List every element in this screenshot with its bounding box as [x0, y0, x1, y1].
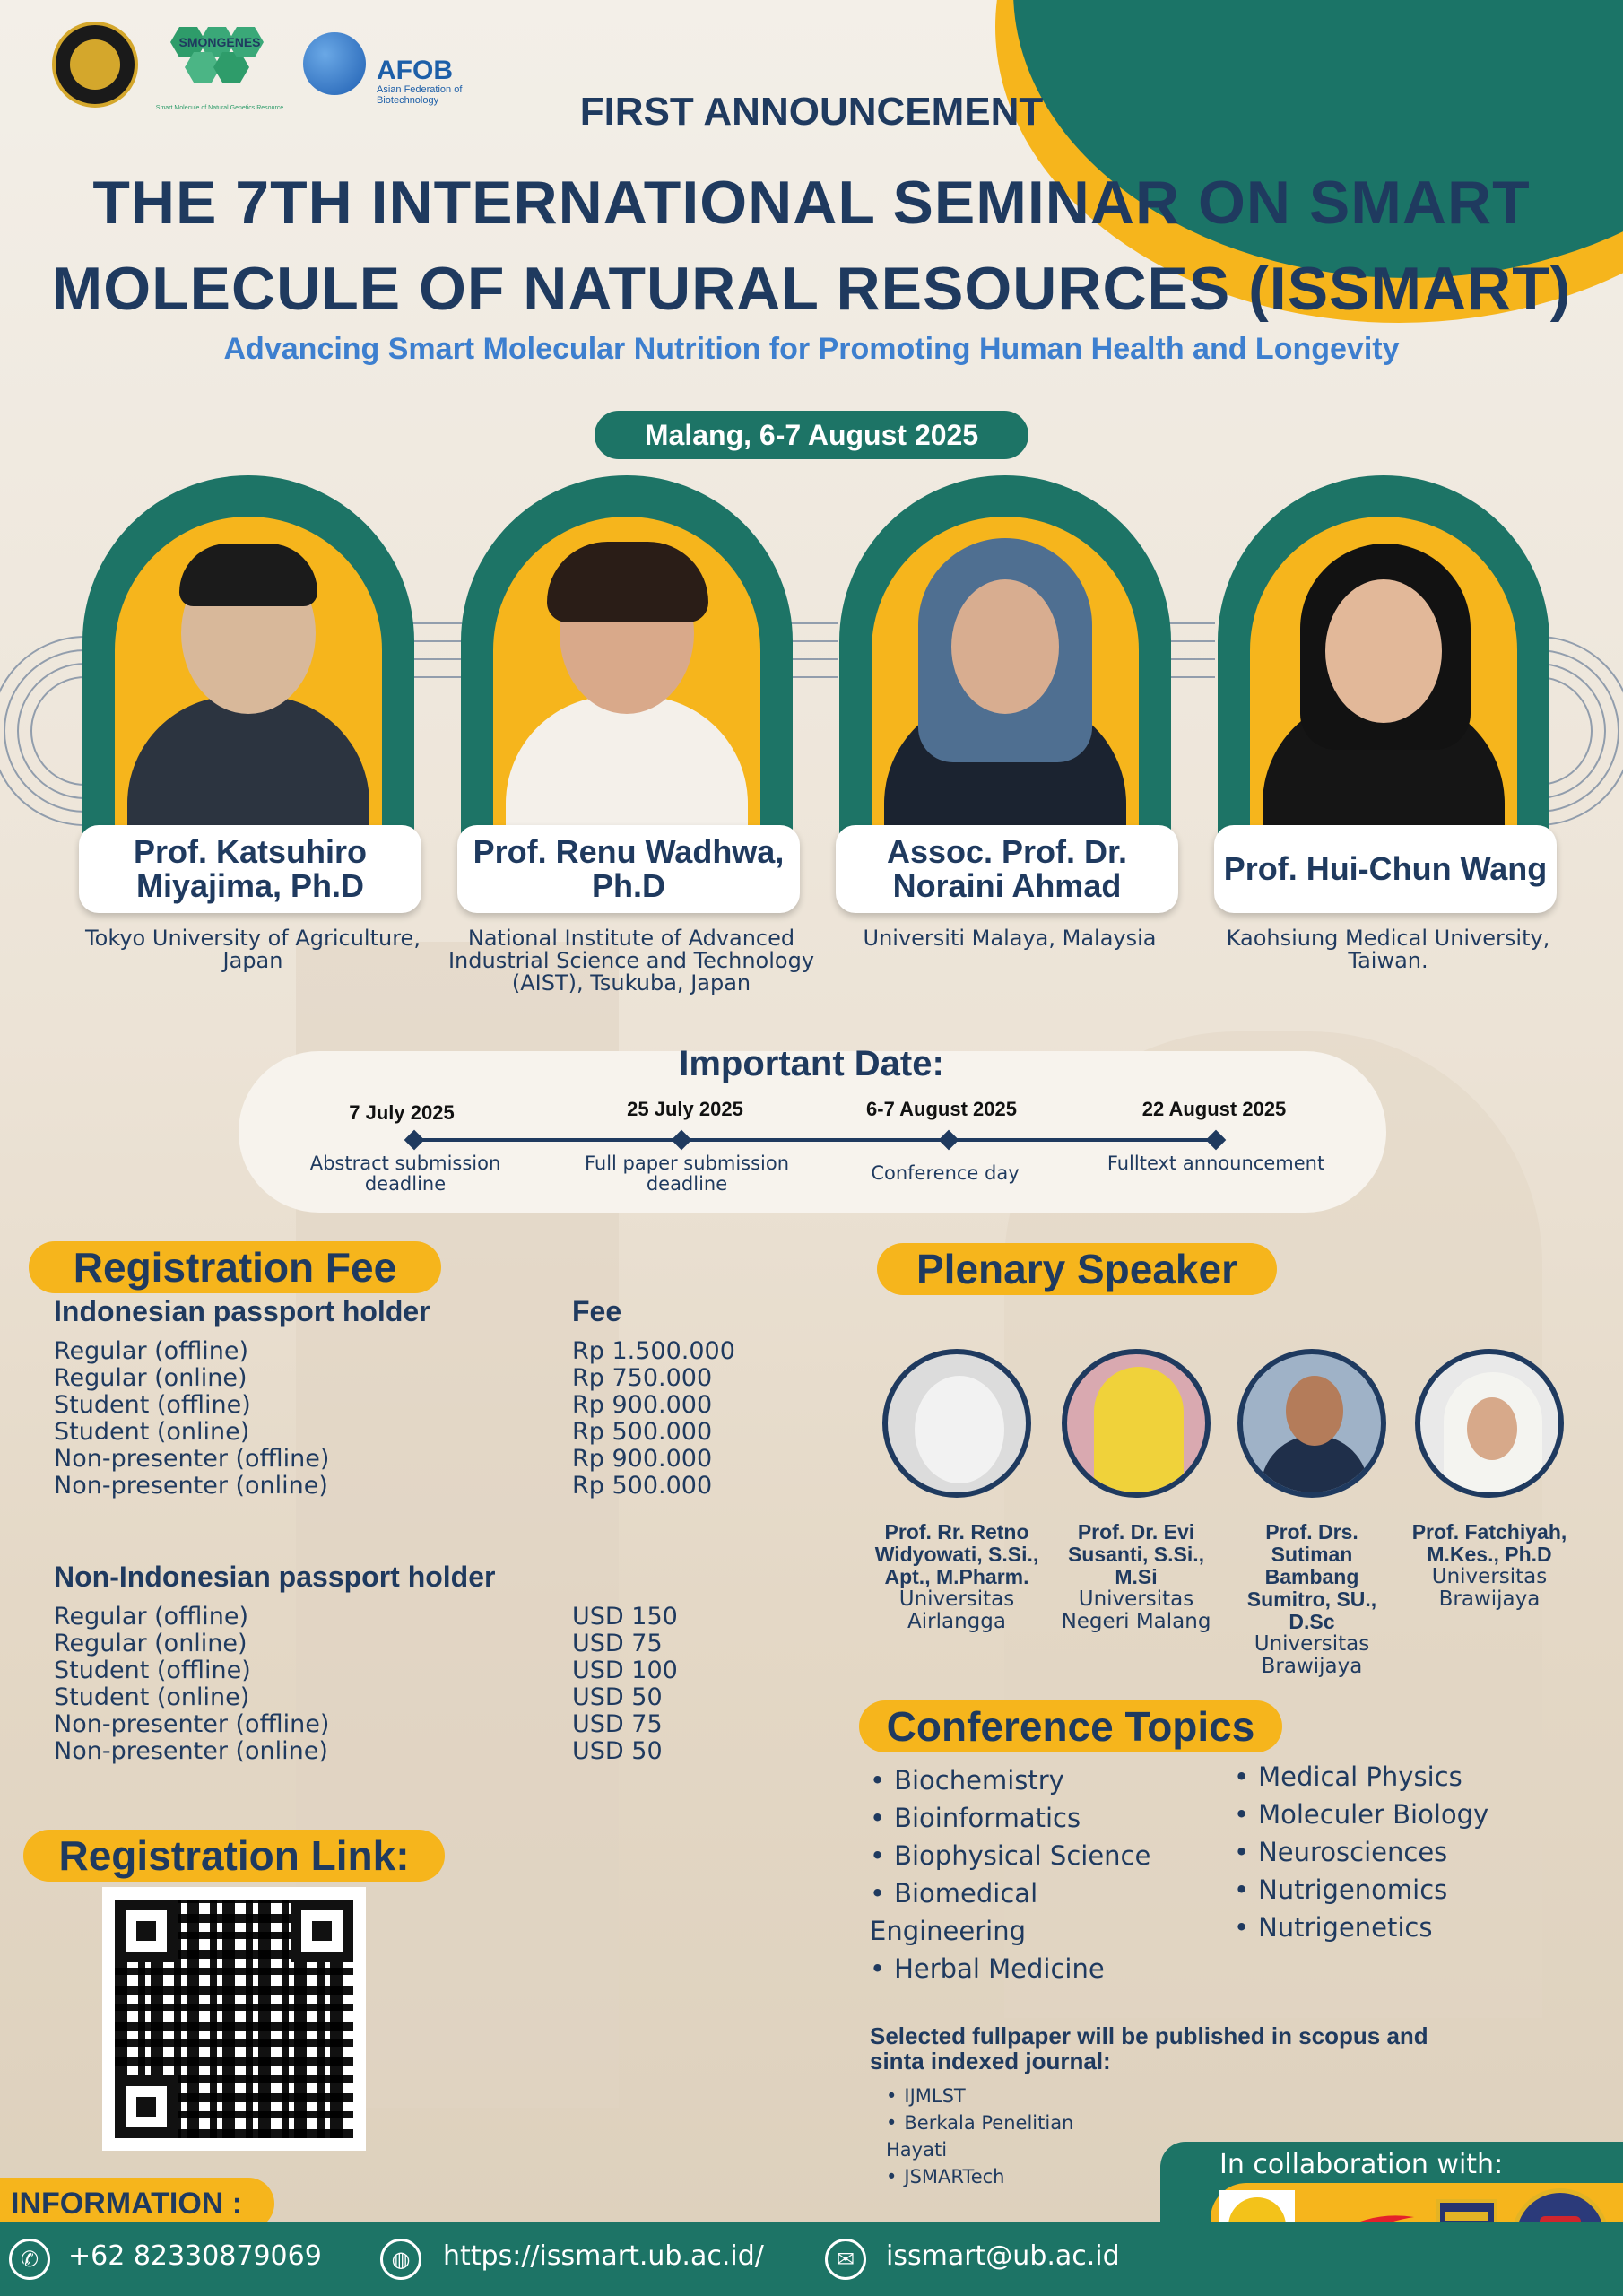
timeline-label: Conference day — [871, 1162, 1020, 1184]
timeline-label: Abstract submission deadline — [309, 1152, 501, 1195]
plenary-speaker: Prof. Fatchiyah, M.Kes., Ph.D Universitas Brawijaya — [1404, 1349, 1575, 1611]
timeline-date: 6-7 August 2025 — [866, 1098, 1017, 1120]
topic-item: • Biomedical Engineering — [870, 1874, 1157, 1950]
speaker-name: Prof. Katsuhiro Miyajima, Ph.D — [79, 825, 421, 913]
seminar-theme: Advancing Smart Molecular Nutrition for Promoting Human Health and Longevity — [223, 332, 1400, 366]
speaker-name: Prof. Hui-Chun Wang — [1214, 825, 1557, 913]
journal-item: • JSMARTech — [886, 2163, 1005, 2190]
website-link[interactable]: https://issmart.ub.ac.id/ — [443, 2240, 764, 2272]
mail-icon: ✉ — [825, 2239, 866, 2280]
speaker-affiliation: Tokyo University of Agriculture, Japan — [85, 926, 421, 973]
timeline-date: 22 August 2025 — [1141, 1098, 1287, 1120]
speaker-photo — [1237, 1349, 1386, 1498]
speaker-photo — [882, 1349, 1031, 1498]
speaker-name: Prof. Renu Wadhwa, Ph.D — [457, 825, 800, 913]
topic-item: • Herbal Medicine — [870, 1950, 1105, 1987]
collaboration-title: In collaboration with: — [1219, 2149, 1504, 2180]
location-date-badge: Malang, 6-7 August 2025 — [595, 411, 1028, 459]
speaker-affiliation: National Institute of Advanced Industrial Science and Technology (AIST), Tsukuba, Japan — [447, 926, 815, 996]
topic-item: • Nutrigenomics — [1234, 1871, 1447, 1909]
topic-item: • Biophysical Science — [870, 1837, 1150, 1874]
topic-item: • Moleculer Biology — [1234, 1796, 1488, 1833]
timeline-label: Fulltext announcement — [1107, 1152, 1325, 1174]
svg-text:SMONGENES: SMONGENES — [178, 35, 261, 49]
topic-item: • Bioinformatics — [870, 1799, 1081, 1837]
topic-item: • Biochemistry — [870, 1761, 1064, 1799]
topic-item: • Neurosciences — [1234, 1833, 1447, 1871]
announcement-label: FIRST ANNOUNCEMENT — [579, 90, 1044, 134]
plenary-speaker-title: Plenary Speaker — [877, 1243, 1277, 1295]
plenary-speaker: Prof. Drs. Sutiman Bambang Sumitro, SU., D.Sc Universitas Brawijaya — [1227, 1349, 1397, 1678]
non-indonesian-fee-heading: Non-Indonesian passport holder — [54, 1561, 496, 1593]
timeline-line — [414, 1138, 1216, 1142]
registration-qr-code[interactable] — [102, 1887, 366, 2151]
plenary-speaker: Prof. Rr. Retno Widyowati, S.Si., Apt., M.Pharm. Universitas Airlangga — [872, 1349, 1042, 1633]
speaker-photo — [1415, 1349, 1564, 1498]
globe-icon: ◍ — [380, 2239, 421, 2280]
topic-item: • Medical Physics — [1234, 1758, 1462, 1796]
speaker-affiliation: Universiti Malaya, Malaysia — [863, 926, 1157, 951]
globe-icon — [303, 32, 366, 95]
conference-topics-title: Conference Topics — [859, 1700, 1282, 1752]
speaker-name: Assoc. Prof. Dr. Noraini Ahmad — [836, 825, 1178, 913]
plenary-speaker: Prof. Dr. Evi Susanti, S.Si., M.Si Universitas Negeri Malang — [1051, 1349, 1221, 1633]
fee-column-heading: Fee — [572, 1295, 622, 1327]
registration-link-title: Registration Link: — [23, 1830, 445, 1882]
topic-item: • Nutrigenetics — [1234, 1909, 1433, 1946]
email-link[interactable]: issmart@ub.ac.id — [886, 2240, 1120, 2272]
publication-note: Selected fullpaper will be published in scopus and sinta indexed journal: — [870, 2022, 1428, 2074]
speaker-affiliation: Kaohsiung Medical University, Taiwan. — [1226, 926, 1550, 973]
svg-text:Smart Molecule of Natural Gene: Smart Molecule of Natural Genetics Resource — [155, 105, 284, 111]
important-date-title: Important Date: — [679, 1044, 944, 1083]
timeline-date: 25 July 2025 — [627, 1098, 743, 1120]
speaker-photo — [1062, 1349, 1211, 1498]
journal-item: • IJMLST — [886, 2083, 966, 2109]
indonesian-fee-heading: Indonesian passport holder — [54, 1295, 430, 1327]
timeline-label: Full paper submission deadline — [584, 1152, 790, 1195]
journal-item: • Berkala Penelitian Hayati — [886, 2109, 1101, 2163]
phone-number[interactable]: +62 82330879069 — [68, 2240, 322, 2272]
registration-fee-title: Registration Fee — [29, 1241, 441, 1293]
timeline-date: 7 July 2025 — [349, 1101, 455, 1124]
phone-icon: ✆ — [9, 2239, 50, 2280]
information-title: INFORMATION : — [0, 2178, 274, 2230]
seminar-title: THE 7TH INTERNATIONAL SEMINAR ON SMART MOLECULE OF NATURAL RESOURCES (ISSMART) — [51, 169, 1572, 323]
afob-logo: AFOB Asian Federation of Biotechnology — [299, 0, 461, 117]
